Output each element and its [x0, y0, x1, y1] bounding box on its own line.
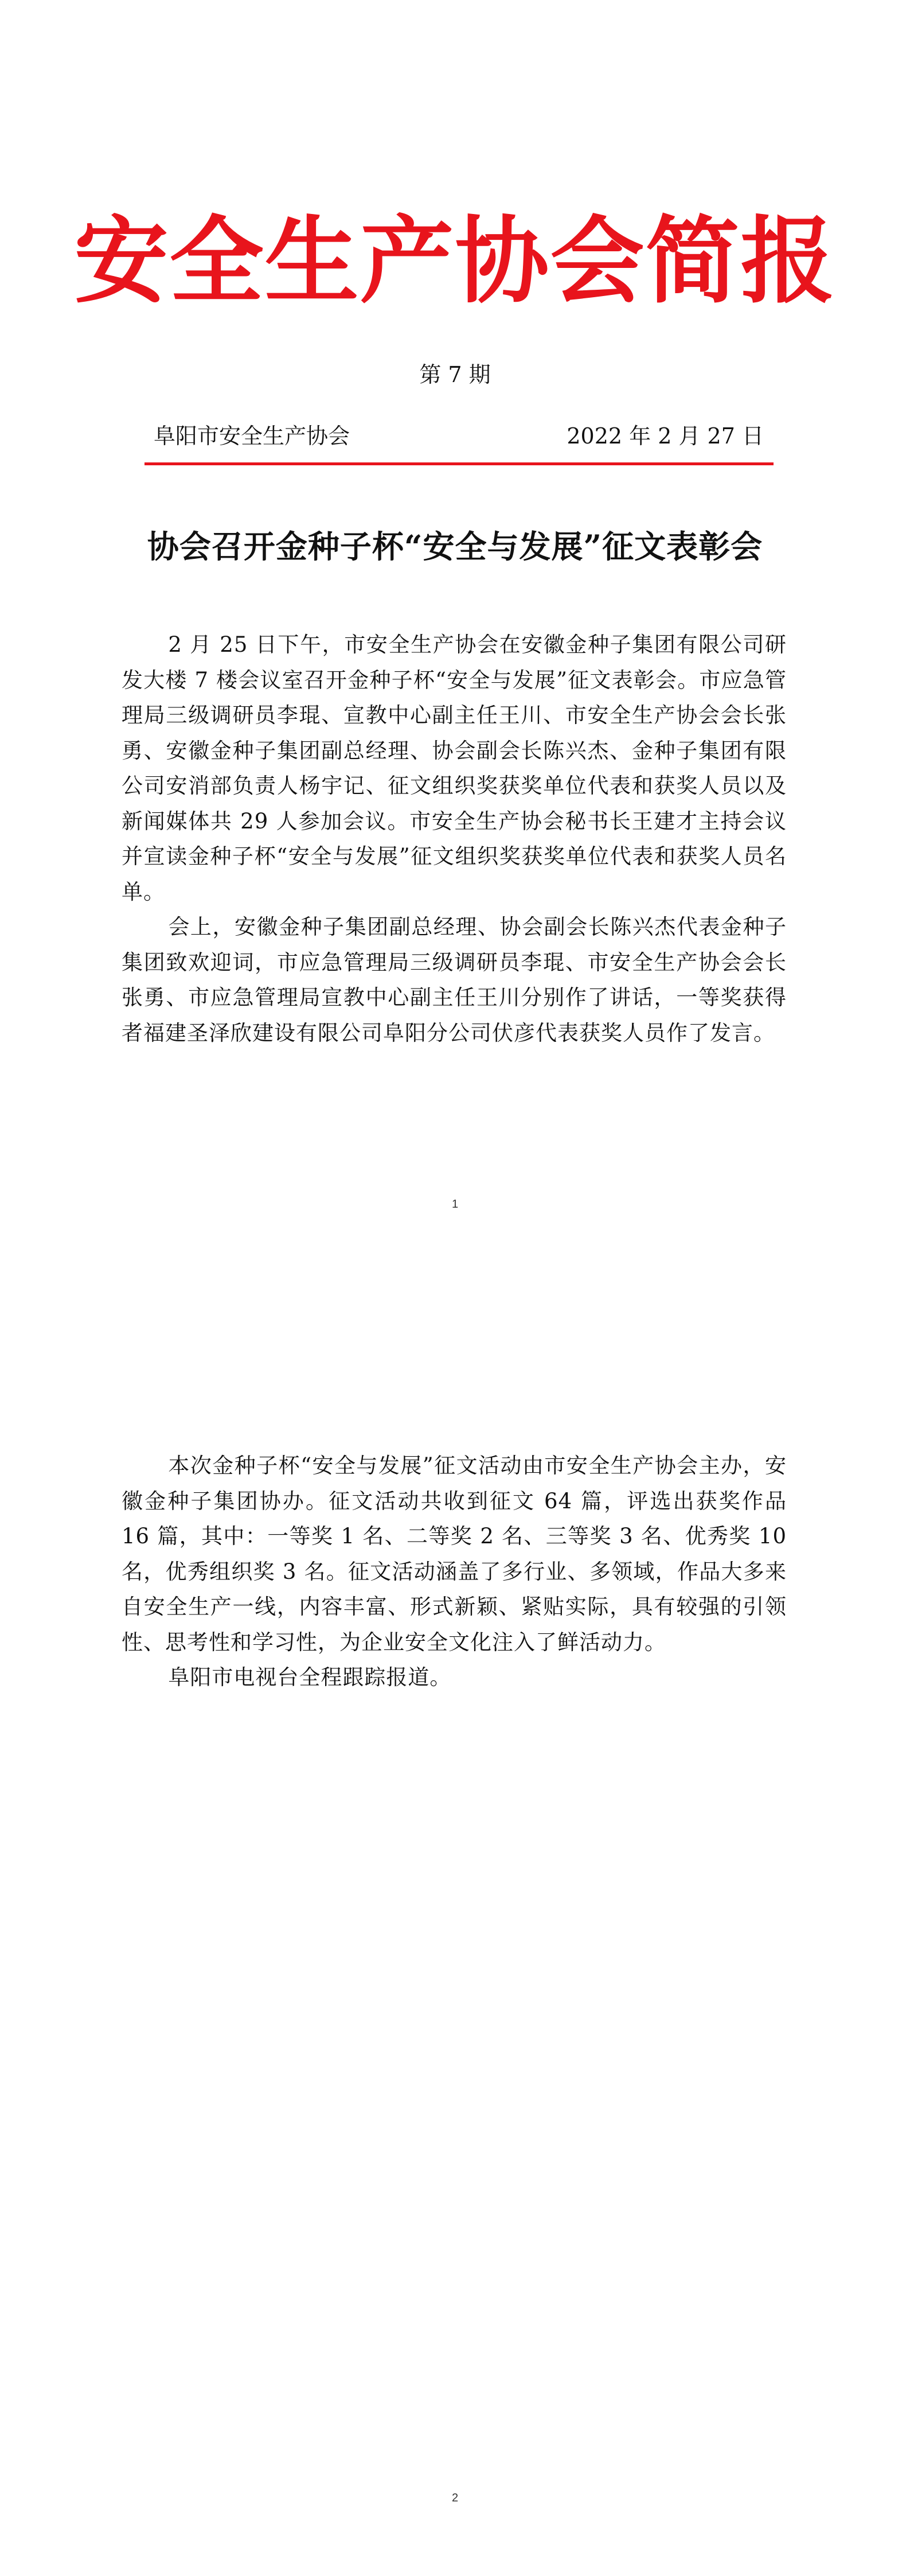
- body-paragraph: 会上，安徽金种子集团副总经理、协会副会长陈兴杰代表金种子集团致欢迎词，市应急管理局三级调研员李琨、市安全生产协会会长张勇、市应急管理局宣教中心副主任王川分别作了讲话，一等奖获得者福建圣泽欣建设有限公司阜阳分公司伏彦代表获奖人员作了发言。: [122, 915, 787, 1045]
- body-paragraph: 2 月 25 日下午，市安全生产协会在安徽金种子集团有限公司研发大楼 7 楼会议室召开金种子杯“安全与发展”征文表彰会。市应急管理局三级调研员李琨、宣教中心副主任王川、市安全生产协会会长张勇、安徽金种子集团副总经理、协会副会长陈兴杰、金种子集团有限公司安消部负责人杨宇记、征文组织奖获奖单位代表和获奖人员以及新闻媒体共 29 人参加会议。市安全生产协会秘书长王建才主持会议并宣读金种子杯“安全与发展”征文组织奖获奖单位代表和获奖人员名单。: [122, 632, 787, 904]
- body-paragraph: 本次金种子杯“安全与发展”征文活动由市安全生产协会主办，安徽金种子集团协办。征文活动共收到征文 64 篇，评选出获奖作品 16 篇，其中：一等奖 1 名、二等奖 2 名、三等奖 3 名、优秀奖 10 名，优秀组织奖 3 名。征文活动涵盖了多行业、多领域，作品大多来自安全生产一线，内容丰富、形式新颖、紧贴实际，具有较强的引领性、思考性和学习性，为企业安全文化注入了鲜活动力。: [122, 1453, 787, 1655]
- article-headline: 协会召开金种子杯“安全与发展”征文表彰会: [147, 528, 763, 565]
- red-divider-line: [144, 462, 774, 465]
- article-body-page-1: [122, 627, 787, 1050]
- publish-date: 2022 年 2 月 27 日: [567, 423, 764, 449]
- issue-number: 第 7 期: [419, 362, 491, 387]
- body-paragraph: 阜阳市电视台全程跟踪报道。: [168, 1665, 452, 1690]
- article-body-page-2: [122, 1448, 787, 1695]
- page-number: 2: [451, 2492, 459, 2504]
- publisher-name: 阜阳市安全生产协会: [154, 423, 350, 449]
- page-number: 1: [451, 1198, 459, 1211]
- bulletin-masthead-title: 安全生产协会简报: [74, 205, 836, 316]
